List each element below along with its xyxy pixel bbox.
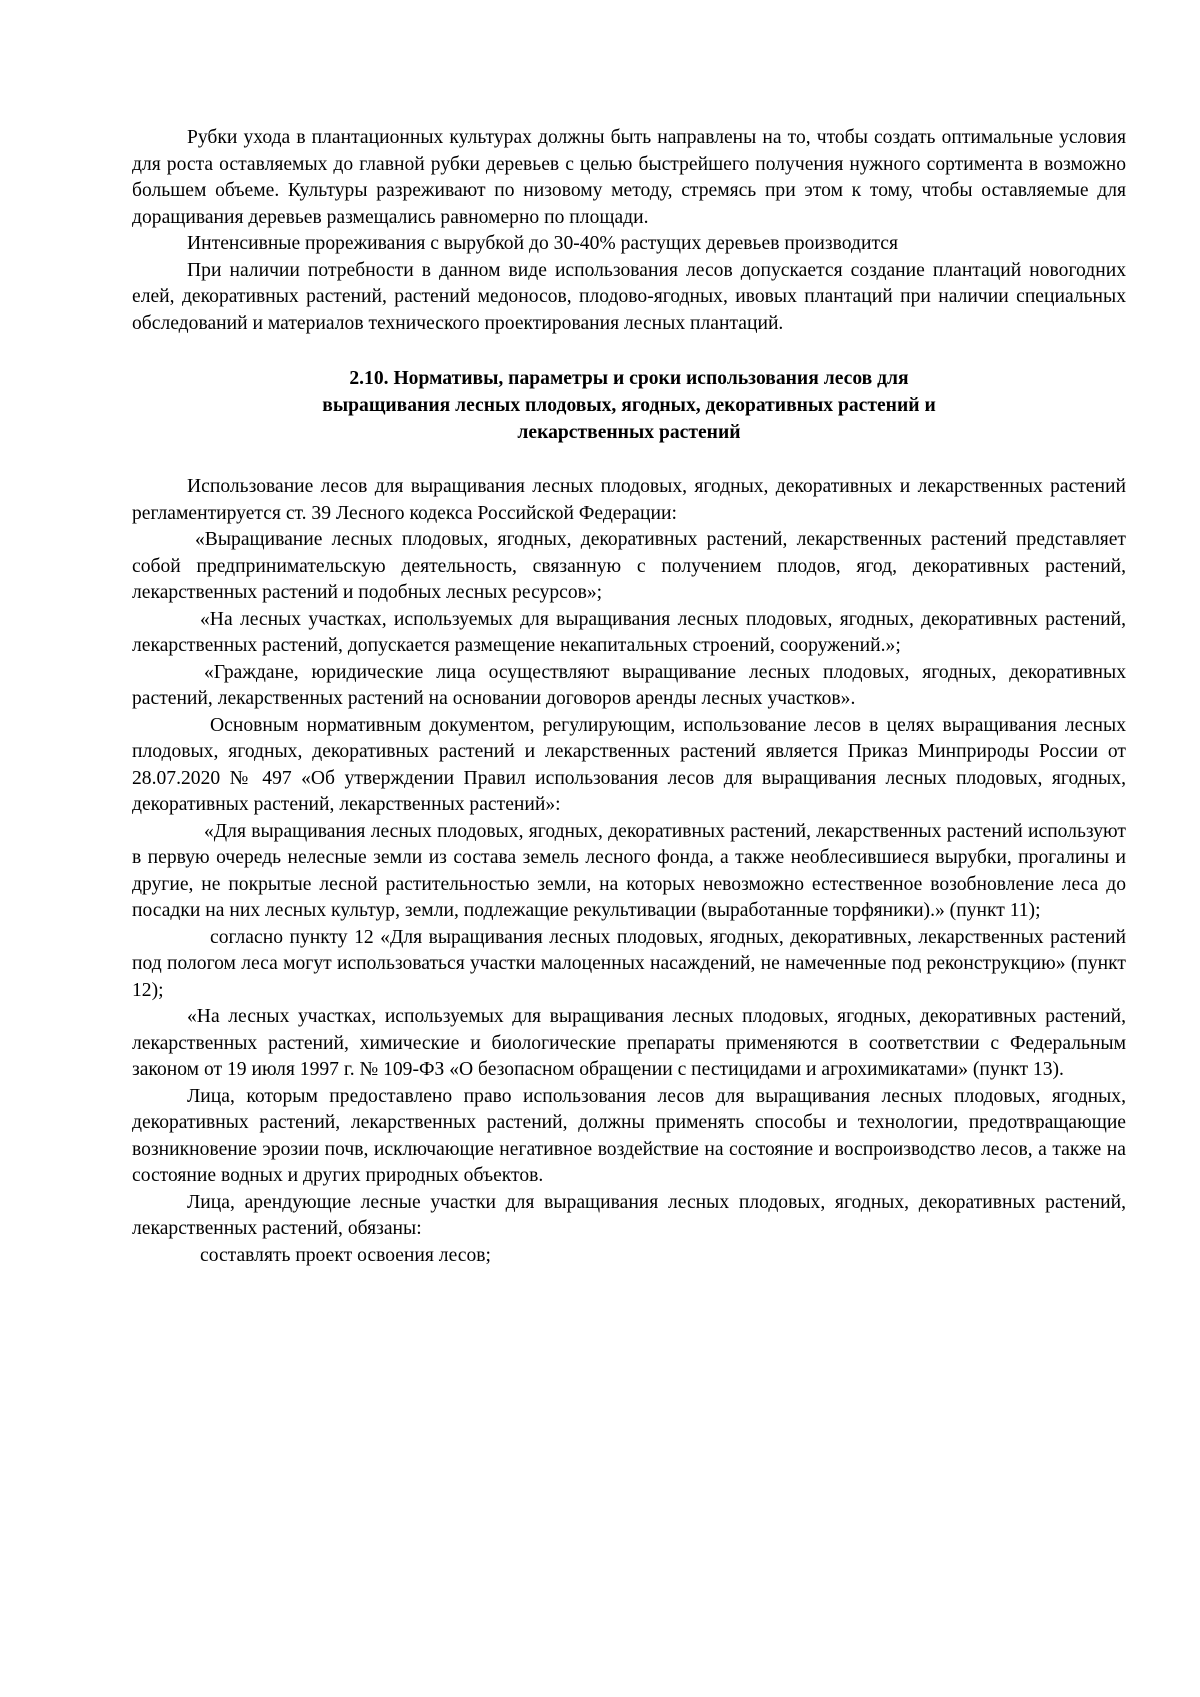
- paragraph-thinning-cultures: Рубки ухода в плантационных культурах должны быть направлены на то, чтобы создать оптимальные условия для роста оставляемых до главной рубки деревьев с целью быстрейшего получения нужного сортимента в возможно большем объеме. Культуры разреживают по низовому методу, стремясь при этом к тому, чтобы оставляемые для доращивания деревьев размещались равномерно по площади.: [132, 127, 1126, 228]
- quote-structures: «На лесных участках, используемых для выращивания лесных плодовых, ягодных, декоративных растений, лекарственных растений, допускается размещение некапитальных строений, сооружений.»;: [132, 608, 1126, 656]
- quote-point-12: согласно пункту 12 «Для выращивания лесных плодовых, ягодных, декоративных, лекарственных растений под пологом леса могут использоваться участки малоценных насаждений, не намеченные под реконструкцию» (пункт 12);: [132, 926, 1126, 1001]
- paragraph-tenant-obligations: Лица, арендующие лесные участки для выращивания лесных плодовых, ягодных, декоративных растений, лекарственных растений, обязаны:: [132, 1191, 1126, 1239]
- document-page: [132, 125, 1126, 1269]
- paragraph-regulation: Использование лесов для выращивания лесных плодовых, ягодных, декоративных и лекарственных растений регламентируется ст. 39 Лесного кодекса Российской Федерации:: [132, 476, 1126, 524]
- quote-point-11: «Для выращивания лесных плодовых, ягодных, декоративных растений, лекарственных растений используют в первую очередь нелесные земли из состава земель лесного фонда, а также необлесившиеся вырубки, прогалины и другие, не покрытые лесной растительностью земли, на которых невозможно естественное возобновление леса до посадки на них лесных культур, земли, подлежащие рекультивации (выработанные торфяники).» (пункт 11);: [132, 820, 1126, 921]
- section-heading: [132, 365, 1126, 446]
- quote-lease-agreements: «Граждане, юридические лица осуществляют выращивание лесных плодовых, ягодных, декоративных растений, лекарственных растений на основании договоров аренды лесных участков».: [132, 661, 1126, 709]
- paragraph-intensive-thinning: Интенсивные прореживания с вырубкой до 30-40% растущих деревьев производится: [187, 233, 898, 254]
- quote-point-13: «На лесных участках, используемых для выращивания лесных плодовых, ягодных, декоративных растений, лекарственных растений, химические и биологические препараты применяются в соответствии с Федеральным законом от 19 июля 1997 г. № 109-ФЗ «О безопасном обращении с пестицидами и агрохимикатами» (пункт 13).: [132, 1006, 1126, 1080]
- section-heading-line: выращивания лесных плодовых, ягодных, декоративных растений и: [322, 395, 936, 416]
- quote-business-activity: «Выращивание лесных плодовых, ягодных, декоративных растений, лекарственных растений представляет собой предпринимательскую деятельность, связанную с получением плодов, ягод, декоративных растений, лекарственных растений и подобных лесных ресурсов»;: [132, 529, 1126, 603]
- paragraph-main-document: Основным нормативным документом, регулирующим, использование лесов в целях выращивания лесных плодовых, ягодных, декоративных растений и лекарственных растений является Приказ Минприроды России от 28.07.2020 № 497 «Об утверждении Правил использования лесов для выращивания лесных плодовых, ягодных, декоративных растений, лекарственных растений»:: [132, 714, 1126, 815]
- list-item-forest-project: составлять проект освоения лесов;: [200, 1244, 491, 1266]
- section-heading-line: лекарственных растений: [517, 422, 741, 443]
- section-heading-line: 2.10. Нормативы, параметры и сроки использования лесов для: [349, 368, 909, 389]
- paragraph-plantations: При наличии потребности в данном виде использования лесов допускается создание плантаций новогодних елей, декоративных растений, растений медоносов, плодово-ягодных, ивовых плантаций при наличии специальных обследований и материалов технического проектирования лесных плантаций.: [132, 259, 1126, 334]
- paragraph-technologies: Лица, которым предоставлено право использования лесов для выращивания лесных плодовых, ягодных, декоративных растений, лекарственных растений, должны применять способы и технологии, предотвращающие возникновение эрозии почв, исключающие негативное воздействие на состояние и воспроизводство лесов, а также на состояние водных и других природных объектов.: [132, 1085, 1126, 1186]
